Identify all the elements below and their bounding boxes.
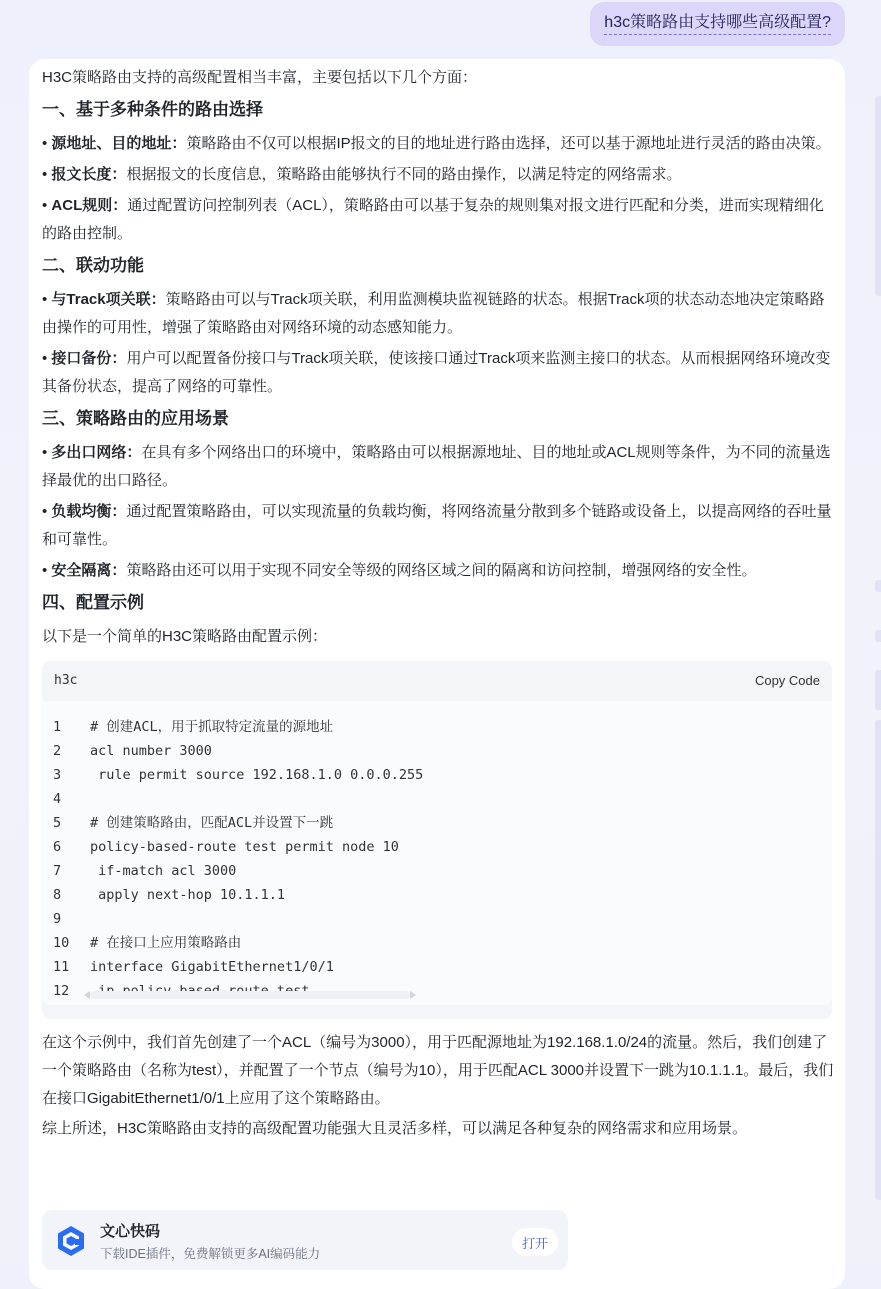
example-intro: 以下是一个简单的H3C策略路由配置示例： <box>42 628 328 645</box>
bullet-text: 策略路由可以与Track项关联，利用监测模块监视链路的状态。根据Track项的状态动态地决定策略路由操作的可用性，增强了策略路由对网络环境的动态感知能力。 <box>42 291 825 336</box>
bullet-text: 用户可以配置备份接口与Track项关联，使该接口通过Track项来监测主接口的状态。从而根据网络环境改变其备份状态，提高了网络的可靠性。 <box>42 350 831 395</box>
bullet-term: 负载均衡： <box>51 503 127 520</box>
bullet-item: • 报文长度：根据报文的长度信息，策略路由能够执行不同的路由操作，以满足特定的网络需求。 <box>42 166 682 183</box>
code-block <box>42 661 832 1019</box>
plugin-open-button[interactable]: 打开 <box>512 1228 558 1256</box>
bullet-item: • 源地址、目的地址：策略路由不仅可以根据IP报文的目的地址进行路由选择，还可以基于源地址进行灵活的路由决策。 <box>42 135 831 152</box>
line-number: 8 <box>53 887 62 903</box>
bullet-term: ACL规则： <box>51 197 128 214</box>
bullet-text: 根据报文的长度信息，策略路由能够执行不同的路由操作，以满足特定的网络需求。 <box>126 166 682 183</box>
bullet-item: • 安全隔离：策略路由还可以用于实现不同安全等级的网络区域之间的隔离和访问控制，增强网络的安全性。 <box>42 562 757 579</box>
plugin-subtitle: 下载IDE插件，免费解锁更多AI编码能力 <box>100 1247 321 1261</box>
code-line <box>42 931 832 955</box>
code-line <box>42 811 832 835</box>
code-text: acl number 3000 <box>90 743 212 759</box>
code-text: if-match acl 3000 <box>90 863 237 879</box>
code-text: apply next-hop 10.1.1.1 <box>90 887 286 903</box>
code-language-label: h3c <box>54 673 78 688</box>
example-explanation: 在这个示例中，我们首先创建了一个ACL（编号为3000），用于匹配源地址为192.168.1.0/24的流量。然后，我们创建了一个策略路由（名称为test），并配置了一个节点（编号为10），用于匹配ACL 3000并设置下一跳为10.1.1.1。最后，我们在接口GigabitEthernet1/0/1上应用了这个策略路由。 <box>42 1034 834 1107</box>
line-number: 2 <box>53 743 62 759</box>
line-number: 7 <box>53 863 62 879</box>
bullet-text: 通过配置策略路由，可以实现流量的负载均衡，将网络流量分散到多个链路或设备上，以提高网络的吞吐量和可靠性。 <box>42 503 832 548</box>
scroll-left-icon[interactable] <box>84 991 90 999</box>
section-heading: 二、联动功能 <box>42 256 144 275</box>
answer-summary: 综上所述，H3C策略路由支持的高级配置功能强大且灵活多样，可以满足各种复杂的网络需求和应用场景。 <box>42 1120 748 1137</box>
code-text: # 创建策略路由，匹配ACL并设置下一跳 <box>90 815 334 831</box>
right-edge-marker <box>875 580 881 592</box>
section-heading: 四、配置示例 <box>42 593 144 612</box>
line-number: 1 <box>53 719 62 735</box>
code-line <box>42 907 832 931</box>
code-line <box>42 955 832 979</box>
bullet-term: 源地址、目的地址： <box>51 135 187 152</box>
right-edge-panel <box>875 96 881 296</box>
code-text: rule permit source 192.168.1.0 0.0.0.255 <box>90 767 424 783</box>
section-heading: 一、基于多种条件的路由选择 <box>42 100 263 119</box>
bullet-text: 策略路由还可以用于实现不同安全等级的网络区域之间的隔离和访问控制，增强网络的安全性。 <box>126 562 757 579</box>
code-header <box>42 661 832 701</box>
bullet-term: 报文长度： <box>51 166 127 183</box>
bullet-text: 通过配置访问控制列表（ACL），策略路由可以基于复杂的规则集对报文进行匹配和分类，进而实现精细化的路由控制。 <box>42 197 824 242</box>
code-text: interface GigabitEthernet1/0/1 <box>90 959 334 975</box>
section-heading: 三、策略路由的应用场景 <box>42 409 229 428</box>
bullet-item: • ACL规则：通过配置访问控制列表（ACL），策略路由可以基于复杂的规则集对报文进行匹配和分类，进而实现精细化的路由控制。 <box>42 197 824 242</box>
plugin-name: 文心快码 <box>100 1223 161 1240</box>
line-number: 10 <box>53 935 70 951</box>
bullet-term: 多出口网络： <box>51 444 142 461</box>
line-number: 12 <box>53 983 70 999</box>
comate-logo-icon <box>54 1224 88 1258</box>
code-line <box>42 787 832 811</box>
code-body <box>42 701 832 1005</box>
code-line <box>42 715 832 739</box>
bullet-item: • 负载均衡：通过配置策略路由，可以实现流量的负载均衡，将网络流量分散到多个链路或设备上，以提高网络的吞吐量和可靠性。 <box>42 503 832 548</box>
right-edge-marker <box>875 670 881 710</box>
plugin-promo-card[interactable] <box>42 1210 568 1270</box>
user-message-text: h3c策略路由支持哪些高级配置? <box>604 13 831 35</box>
right-edge-marker <box>875 630 881 642</box>
line-number: 4 <box>53 791 62 807</box>
right-edge-panel <box>875 720 881 1200</box>
horizontal-scrollbar[interactable] <box>90 991 410 999</box>
code-text: policy-based-route test permit node 10 <box>90 839 399 855</box>
bullet-item: • 多出口网络：在具有多个网络出口的环境中，策略路由可以根据源地址、目的地址或ACL规则等条件，为不同的流量选择最优的出口路径。 <box>42 444 831 489</box>
scroll-right-icon[interactable] <box>410 991 416 999</box>
code-line <box>42 835 832 859</box>
code-line <box>42 763 832 787</box>
answer-intro: H3C策略路由支持的高级配置相当丰富，主要包括以下几个方面： <box>42 69 478 86</box>
code-line <box>42 859 832 883</box>
user-message-bubble <box>590 2 845 46</box>
bullet-item: • 接口备份：用户可以配置备份接口与Track项关联，使该接口通过Track项来监测主接口的状态。从而根据网络环境改变其备份状态，提高了网络的可靠性。 <box>42 350 831 395</box>
bullet-term: 接口备份： <box>51 350 127 367</box>
code-line <box>42 739 832 763</box>
bullet-term: 与Track项关联： <box>51 291 166 308</box>
bullet-text: 在具有多个网络出口的环境中，策略路由可以根据源地址、目的地址或ACL规则等条件，为不同的流量选择最优的出口路径。 <box>42 444 831 489</box>
code-text: # 在接口上应用策略路由 <box>90 935 242 951</box>
bullet-text: 策略路由不仅可以根据IP报文的目的地址进行路由选择，还可以基于源地址进行灵活的路由决策。 <box>186 135 831 152</box>
line-number: 5 <box>53 815 62 831</box>
bullet-term: 安全隔离： <box>51 562 127 579</box>
line-number: 9 <box>53 911 62 927</box>
line-number: 6 <box>53 839 62 855</box>
line-number: 11 <box>53 959 70 975</box>
code-text: # 创建ACL，用于抓取特定流量的源地址 <box>90 719 334 735</box>
bullet-item: • 与Track项关联：策略路由可以与Track项关联，利用监测模块监视链路的状态。根据Track项的状态动态地决定策略路由操作的可用性，增强了策略路由对网络环境的动态感知能力。 <box>42 291 825 336</box>
copy-code-button[interactable]: Copy Code <box>754 673 820 688</box>
code-line <box>42 883 832 907</box>
answer-content <box>42 64 834 1145</box>
line-number: 3 <box>53 767 62 783</box>
